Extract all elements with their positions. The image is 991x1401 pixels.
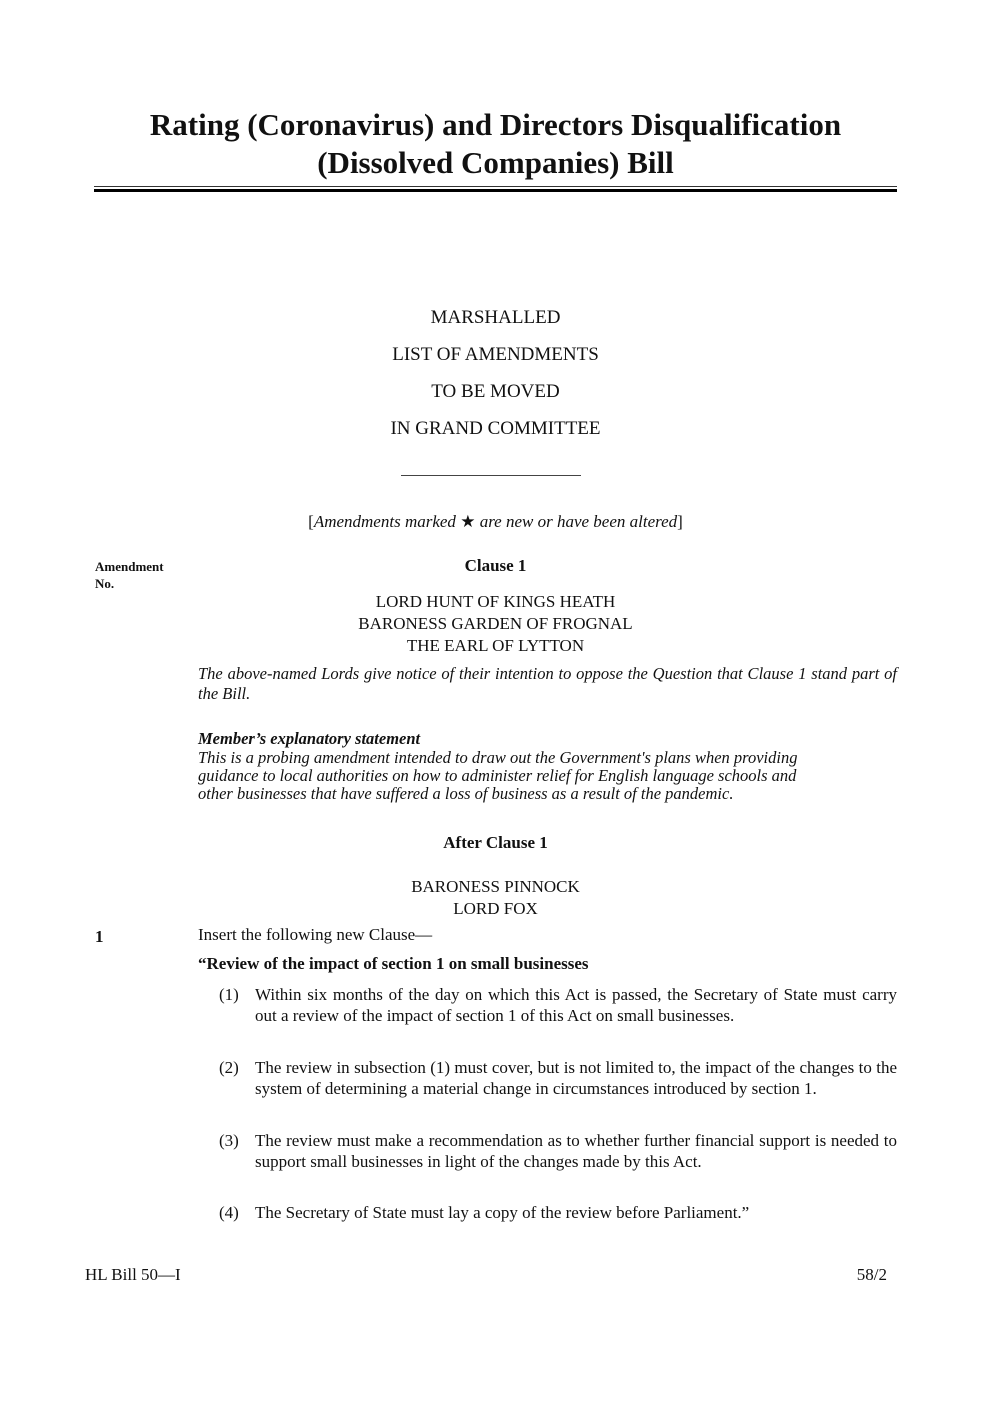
sponsor-name: BARONESS GARDEN OF FROGNAL xyxy=(358,614,633,633)
new-clause-title: “Review of the impact of section 1 on small businesses xyxy=(198,954,589,973)
subsection xyxy=(219,1130,897,1172)
star-icon: ★ xyxy=(460,512,476,531)
title-rule-thin xyxy=(94,186,897,187)
cover-heading xyxy=(0,299,991,447)
statement-line: This is a probing amendment intended to draw out the Government's plans when providing xyxy=(198,748,798,767)
sponsor-name: LORD HUNT OF KINGS HEATH xyxy=(375,592,616,611)
sponsor-name: BARONESS PINNOCK xyxy=(411,877,580,896)
subsection-number: (3) xyxy=(219,1131,239,1150)
sponsor-list xyxy=(94,876,897,920)
subsection-number: (2) xyxy=(219,1058,239,1077)
amendment-instruction: Insert the following new Clause— xyxy=(198,925,433,944)
subsection xyxy=(219,1057,897,1099)
subsection xyxy=(219,984,897,1026)
subsection xyxy=(219,1202,897,1223)
sponsor-list xyxy=(94,591,897,657)
cover-line: TO BE MOVED xyxy=(431,381,560,402)
amendments-note: [Amendments marked ★ are new or have been altered] xyxy=(308,512,683,531)
section-heading: Clause 1 xyxy=(464,556,527,575)
subsection-text: Within six months of the day on which this Act is passed, the Secretary of State must carry out a review of the impact of section 1 of this Act on small businesses. xyxy=(255,985,897,1025)
bill-title-line-1: Rating (Coronavirus) and Directors Disqualification xyxy=(149,107,842,142)
note-text: are new or have been altered xyxy=(475,512,678,531)
amendment-number: 1 xyxy=(95,927,104,946)
title-rule-thick xyxy=(94,189,897,192)
subsection-text: The Secretary of State must lay a copy of the review before Parliament.” xyxy=(255,1203,750,1222)
statement-line: other businesses that have suffered a loss of business as a result of the pandemic. xyxy=(198,784,734,803)
statement-line: guidance to local authorities on how to administer relief for English language schools and xyxy=(198,766,797,785)
cover-line: IN GRAND COMMITTEE xyxy=(390,418,601,439)
section-heading: After Clause 1 xyxy=(443,833,548,852)
bill-title xyxy=(94,106,897,182)
amendment-number-column-label: Amendment No. xyxy=(95,559,164,591)
subsection-text: The review must make a recommendation as to whether further financial support is needed to support small businesses in light of the changes made by this Act. xyxy=(255,1131,897,1171)
note-text: Amendments marked xyxy=(313,512,461,531)
separator-rule xyxy=(401,475,581,476)
statement-title: Member’s explanatory statement xyxy=(198,729,421,748)
explanatory-statement xyxy=(198,729,897,803)
bill-title-line-2: (Dissolved Companies) Bill xyxy=(317,145,674,180)
cover-line: MARSHALLED xyxy=(430,307,561,328)
page-reference: 58/2 xyxy=(856,1265,887,1284)
bill-reference: HL Bill 50—I xyxy=(85,1265,181,1284)
stand-part-notice: The above-named Lords give notice of their intention to oppose the Question that Clause 1 stand part of the Bill. xyxy=(198,664,897,703)
subsection-number: (1) xyxy=(219,985,239,1004)
subsection-text: The review in subsection (1) must cover, but is not limited to, the impact of the changes to the system of determining a material change in circumstances introduced by section 1. xyxy=(255,1058,897,1098)
subsection-number: (4) xyxy=(219,1203,239,1222)
sponsor-name: THE EARL OF LYTTON xyxy=(406,636,585,655)
sponsor-name: LORD FOX xyxy=(453,899,538,918)
cover-line: LIST OF AMENDMENTS xyxy=(392,344,599,365)
